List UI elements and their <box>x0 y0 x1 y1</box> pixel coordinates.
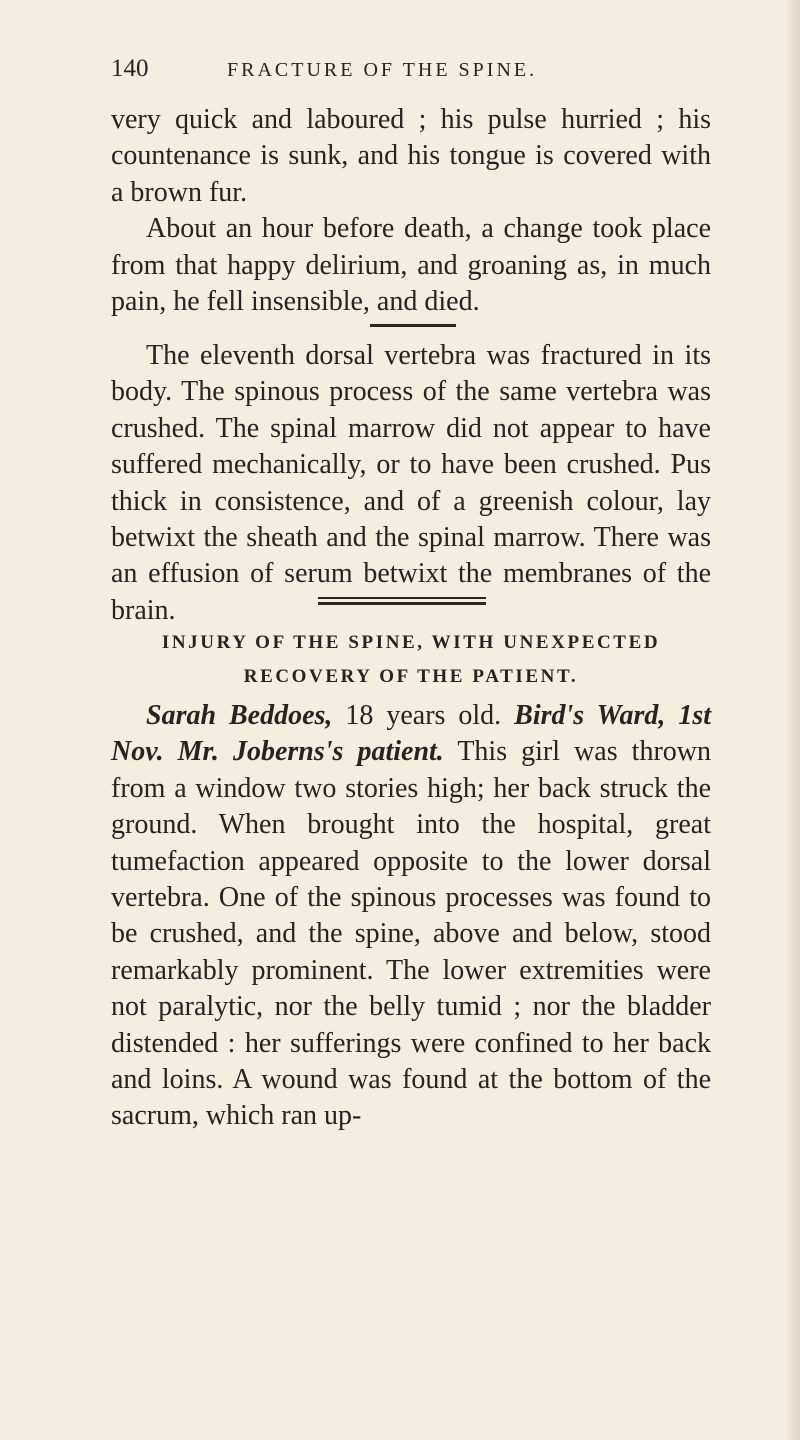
surgeon-note: Mr. Joberns's patient. <box>177 736 444 768</box>
ward-name: Bird's Ward, <box>514 700 666 731</box>
post-mortem-section <box>111 338 711 629</box>
case-paragraph <box>111 698 711 1135</box>
patient-name: Sarah Beddoes, <box>146 700 333 731</box>
double-rule-bottom <box>318 602 486 605</box>
double-rule-top <box>318 597 486 599</box>
section-heading-line-2: RECOVERY OF THE PATIENT. <box>243 666 579 687</box>
running-title: FRACTURE OF THE SPINE. <box>227 59 538 81</box>
section-heading-line-1: INJURY OF THE SPINE, WITH UNEXPECTED <box>161 632 661 653</box>
page-edge-shadow <box>786 0 800 1440</box>
admission-date: 1st Nov. <box>111 700 711 768</box>
case-report <box>111 698 711 1135</box>
page-header <box>111 55 611 95</box>
patient-age: 18 years old. <box>332 700 515 731</box>
page-number: 140 <box>111 55 149 82</box>
paragraph-2: About an hour before death, a change took place from that happy delirium, and groaning as, in much pain, he fell insensible, and died. <box>111 213 711 318</box>
paragraph-1: very quick and laboured ; his pulse hurried ; his countenance is sunk, and his tongue is covered with a brown fur. <box>111 104 711 208</box>
short-divider-rule <box>370 324 456 327</box>
paragraph-3: The eleventh dorsal vertebra was fractured in its body. The spinous process of the same vertebra was crushed. The spinal marrow did not appear to have suffered mechanically, or to have been crushed. Pus thick in consistence, and of a greenish colour, lay betwixt the sheath and the spinal marrow. There was an effusion of serum betwixt the membranes of the brain. <box>111 340 711 626</box>
section-heading <box>111 626 711 694</box>
paragraph-continuation <box>111 102 711 320</box>
case-text: This girl was thrown from a window two stories high; her back struck the ground. When brought into the hospital, great tumefaction appeared opposite to the lower dorsal vertebra. One of the spinous processes was found to be crushed, and the spine, above and below, stood remarkably prominent. The lower extremities were not paralytic, nor the belly tumid ; nor the bladder distended : her sufferings were confined to her back and loins. A wound was found at the bottom of the sacrum, which ran up- <box>111 736 711 1132</box>
